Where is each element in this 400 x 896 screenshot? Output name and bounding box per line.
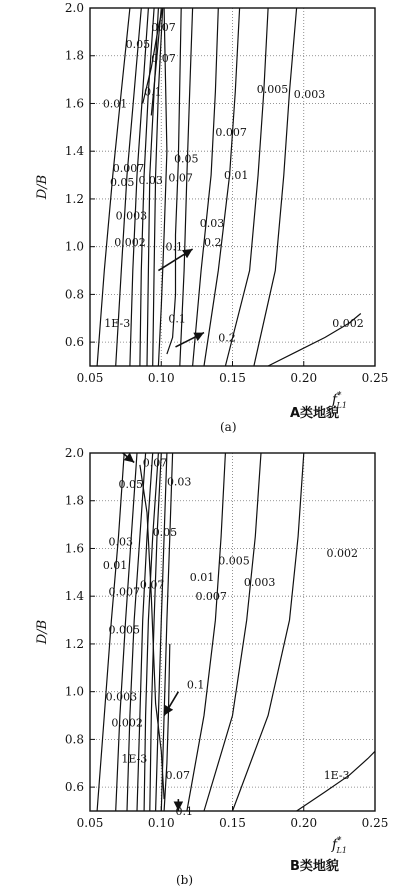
x-tick-label: 0.15	[219, 816, 246, 830]
contour-chart-b	[0, 445, 400, 891]
contour-label: 0.007	[108, 585, 141, 599]
contour-label: 0.1	[144, 85, 162, 99]
contour-label: 0.005	[218, 554, 250, 568]
region-label-b: B类地貌	[290, 859, 339, 874]
x-tick-label: 0.10	[147, 371, 175, 385]
contour-label: 1E-3	[104, 317, 131, 331]
contour-label: 0.007	[195, 590, 227, 604]
x-tick-label: 0.05	[76, 816, 104, 830]
contour-label: 0.003	[243, 575, 276, 589]
contour-label: 1E-3	[323, 769, 350, 783]
annotation-arrow	[164, 692, 178, 716]
x-tick-label: 0.20	[290, 371, 318, 385]
contour-label: 0.003	[293, 87, 326, 101]
contour-label: 0.05	[152, 525, 178, 539]
contour-label: 0.07	[139, 578, 165, 592]
contour-label: 0.01	[102, 97, 128, 111]
contour-label: 0.002	[114, 235, 146, 249]
contour-label: 0.05	[109, 176, 135, 190]
contour-line	[180, 8, 193, 366]
contour-label: 0.07	[151, 52, 176, 66]
contour-label: 0.05	[174, 152, 199, 166]
y-axis-label: D/B	[35, 619, 50, 645]
x-axis-label-sub: L1	[336, 401, 347, 410]
contour-label: 0.05	[125, 37, 151, 51]
y-tick-label: 1.8	[64, 493, 84, 508]
contour-label: 0.07	[168, 171, 193, 185]
contour-label: 0.07	[142, 456, 168, 470]
y-tick-label: 1.8	[64, 48, 84, 63]
x-axis-label-super: *	[337, 391, 342, 401]
y-tick-label: 1.4	[64, 589, 84, 604]
y-tick-label: 1.2	[64, 191, 84, 206]
contour-line	[193, 8, 219, 366]
y-tick-label: 1.6	[64, 96, 84, 111]
caption-a: (a)	[220, 420, 237, 434]
contour-line	[150, 453, 162, 811]
contour-label: 0.002	[326, 547, 359, 561]
x-axis-label	[331, 836, 347, 855]
contour-label: 0.1	[165, 240, 184, 254]
x-tick-label: 0.05	[76, 371, 104, 385]
contour-label: 0.07	[151, 21, 176, 35]
contour-label: 0.01	[189, 571, 215, 585]
caption-b: (b)	[176, 873, 194, 887]
x-axis-label-main: f	[331, 837, 338, 853]
contour-label: 0.03	[166, 475, 192, 489]
contour-label: 0.005	[108, 623, 141, 637]
contour-label: 0.007	[112, 161, 145, 175]
x-tick-label: 0.25	[361, 816, 389, 830]
contour-chart-a	[0, 0, 400, 440]
x-axis-label-super: *	[337, 836, 342, 846]
contour-label: 0.03	[108, 535, 134, 549]
contour-label: 0.01	[223, 169, 249, 183]
contour-label: 0.003	[115, 209, 148, 223]
x-tick-label: 0.20	[290, 816, 318, 830]
contour-label: 0.07	[165, 769, 191, 783]
contour-line	[233, 453, 304, 811]
contour-label: 0.1	[175, 805, 193, 818]
contour-label: 0.002	[111, 716, 143, 730]
contour-label: 0.1	[186, 678, 205, 692]
y-tick-label: 1.0	[64, 239, 84, 254]
x-tick-label: 0.25	[361, 371, 389, 385]
annotation-arrow	[176, 333, 205, 347]
contour-label: 0.1	[168, 312, 186, 326]
x-axis-label-main: f	[331, 392, 338, 408]
y-tick-label: 1.6	[64, 541, 84, 556]
contour-label: 1E-3	[121, 752, 148, 766]
contour-label: 0.03	[199, 216, 225, 230]
panel-b	[0, 445, 400, 891]
y-tick-label: 0.8	[64, 287, 84, 302]
region-label-a: A类地貌	[290, 406, 340, 421]
y-tick-label: 2.0	[64, 446, 84, 460]
contour-label: 0.005	[256, 83, 289, 97]
contour-label: 0.007	[215, 126, 247, 140]
contour-label: 0.03	[138, 173, 163, 187]
y-tick-label: 1.0	[64, 684, 84, 699]
contour-label: 0.2	[218, 331, 236, 345]
contour-label: 0.003	[105, 690, 138, 704]
y-tick-label: 0.6	[64, 780, 84, 795]
contour-label: 0.01	[102, 559, 128, 573]
contour-label: 0.002	[332, 317, 364, 331]
annotation-arrow	[123, 453, 134, 463]
panel-a	[0, 0, 400, 440]
y-tick-label: 1.4	[64, 144, 84, 159]
y-tick-label: 2.0	[64, 1, 84, 15]
y-tick-label: 1.2	[64, 636, 84, 651]
contour-label: 0.05	[118, 478, 143, 492]
x-tick-label: 0.15	[219, 371, 246, 385]
contour-line	[254, 8, 297, 366]
y-tick-label: 0.8	[64, 732, 84, 747]
y-axis-label: D/B	[35, 174, 50, 200]
y-tick-label: 0.6	[64, 335, 84, 350]
x-tick-label: 0.10	[147, 816, 175, 830]
contour-label: 0.2	[204, 235, 222, 249]
contour-line	[225, 8, 268, 366]
x-axis-label-sub: L1	[336, 846, 347, 855]
